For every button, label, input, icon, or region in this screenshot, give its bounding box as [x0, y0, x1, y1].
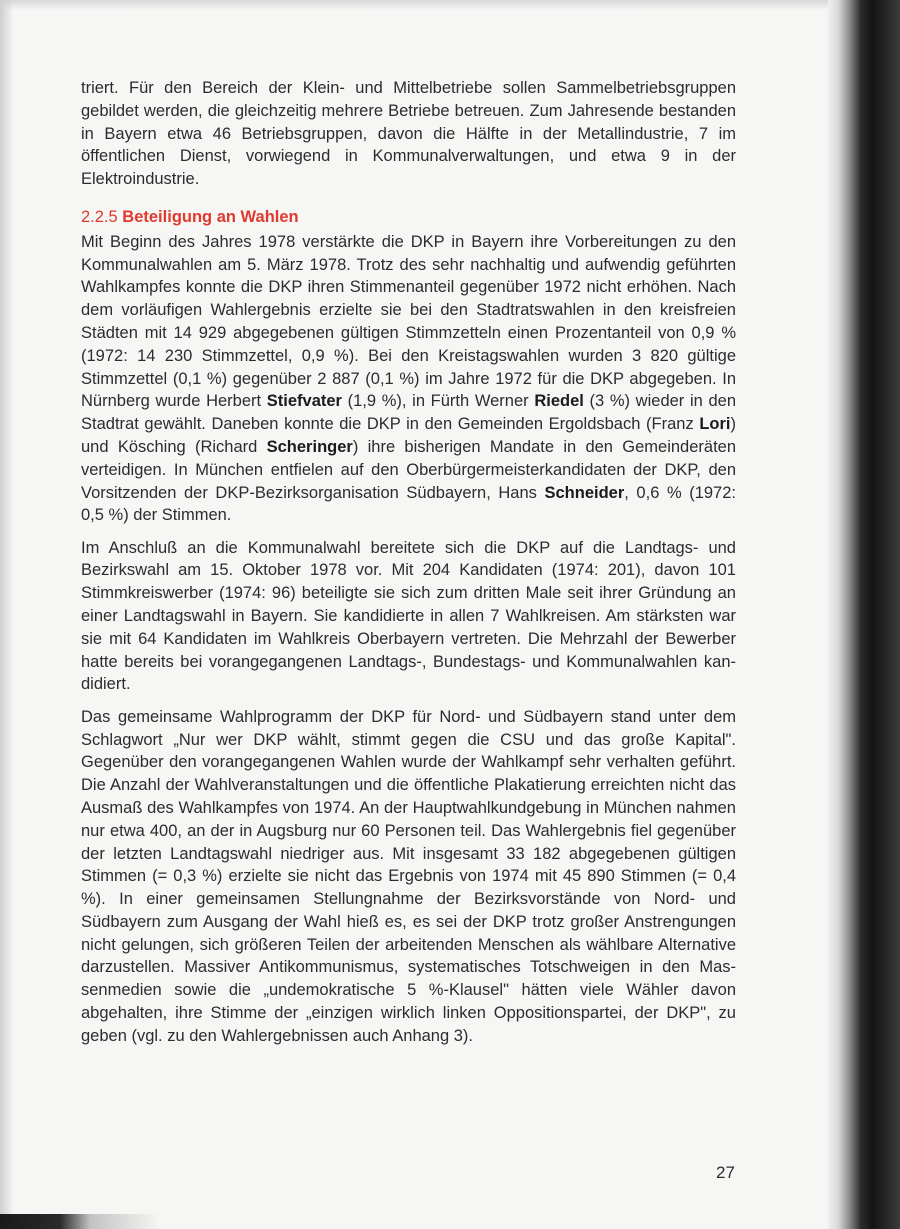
bold-name: Riedel [534, 392, 584, 411]
text-run: Mit Beginn des Jahres 1978 verstärkte die DKP in Bayern ihre Vorbereitungen zu den Kommunalwahlen am 5. März 1978. Trotz des sehr nachhaltig und aufwendig geführten Wahlkampfes konnte die DKP ihren Stimmenanteil gegenüber 1972 nicht erhöhen. Nach dem vorläufigen Wahlergebnis erzielte sie bei den Stadtratswahlen in den kreisfreien Städten mit 14 929 abgegebenen gültigen Stimmzetteln einen Prozentanteil von 0,9 % (1972: 14 230 Stimmzettel, 0,9 %). Bei den Kreistagswahlen wurden 3 820 gültige Stimmzettel (0,1 %) gegenüber 2 887 (0,1 %) im Jahre 1972 für die DKP abgegeben. In Nürnberg wurde Herbert [81, 232, 736, 411]
bold-name: Scheringer [266, 437, 353, 456]
bold-name: Lori [699, 415, 731, 434]
bold-name: Stiefvater [266, 392, 342, 411]
paragraph-election-program: Das gemeinsame Wahlprogramm der DKP für Nord- und Südbayern stand unter dem Schlagwort „Nur wer DKP wählt, stimmt gegen die CSU und das große Kapital". Gegenüber den vorangegangenen Wahlen wurde der Wahlkampf sehr verhalten geführt. Die Anzahl der Wahlveranstaltungen und die öffentliche Plakatierung erreichten nicht das Ausmaß des Wahlkampfes von 1974. An der Hauptwahlkundgebung in München nahmen nur etwa 400, an der in Augsburg nur 60 Personen teil. Das Wahlergebnis fiel gegenüber der letzten Landtagswahl niedriger aus. Mit insgesamt 33 182 abgegebenen gültigen Stimmen (= 0,3 %) erzielte sie nicht das Ergebnis von 1974 mit 45 890 Stimmen (= 0,4 %). In einer gemeinsamen Stellungnahme der Bezirksvorstände von Nord- und Südbayern zum Ausgang der Wahl hieß es, es sei der DKP trotz großer Anstrengungen nicht gelungen, sich größeren Teilen der arbeitenden Menschen als wählbare Alternative darzustellen. Massiver Antikommunismus, systematisches Totschweigen in den Massenmedien sowie die „undemokratische 5 %-Klausel" hätten viele Wähler davon abgehalten, ihre Stimme der „einzigen wirklich linken Oppositionspartei, der DKP", zu geben (vgl. zu den Wahlergebnissen auch Anhang 3). [81, 707, 736, 1045]
text-run: , 0,6 % (1972: 0,5 %) der Stimmen. [81, 483, 736, 525]
bottom-edge-strip [0, 1214, 900, 1229]
paragraph-municipal-elections [81, 231, 736, 527]
section-heading [81, 206, 736, 229]
text-run: (1,9 %), in Fürth Werner [341, 392, 535, 411]
left-edge-shadow [0, 0, 14, 1229]
text-run: ) und Kösching (Richard [81, 415, 736, 456]
paragraph-continuation: triert. Für den Bereich der Klein- und Mittelbetriebe sollen Sammelbetriebsgruppen gebildet werden, die gleichzeitig mehrere Betriebe betreuen. Zum Jahresende bestanden in Bayern etwa 46 Betriebsgruppen, davon die Hälfte in der Metallindustrie, 7 im öffentlichen Dienst, vorwiegend in Kommunalverwaltungen, und etwa 9 in der Elektroindustrie. [81, 79, 736, 189]
section-title: Beteiligung an Wahlen [122, 207, 299, 226]
book-spine-shadow [828, 0, 900, 1229]
section-number: 2.2.5 [81, 207, 118, 226]
text-run: ) ihre bisherigen Mandate in den Gemeinderäten verteidigen. In München entfielen auf den Oberbürgermeisterkandidaten der DKP, den Vorsitzenden der DKP-Bezirksorganisation Südbayern, Hans [81, 437, 737, 502]
body-text [81, 77, 736, 1057]
bold-name: Schneider [544, 483, 625, 502]
top-edge-shadow [0, 0, 840, 10]
paragraph-state-election: Im Anschluß an die Kommunalwahl bereitete sich die DKP auf die Landtags- und Bezirkswahl am 15. Oktober 1978 vor. Mit 204 Kandidaten (1974: 201), davon 101 Stimmkreiswerber (1974: 96) beteiligte sie sich zum dritten Male seit ihrer Gründung an einer Landtagswahl in Bayern. Sie kandidierte in allen 7 Wahlkreisen. Am stärksten war sie mit 64 Kandidaten im Wahlkreis Oberbayern vertreten. Die Mehrzahl der Bewerber hatte bereits bei vorangegangenen Landtags-, Bundestags- und Kommunalwahlen kandidiert. [81, 538, 736, 694]
text-run: (3 %) wieder in den Stadtrat gewählt. Daneben konnte die DKP in den Gemeinden Ergoldsbach (Franz [81, 392, 736, 434]
page-number: 27 [716, 1163, 735, 1182]
